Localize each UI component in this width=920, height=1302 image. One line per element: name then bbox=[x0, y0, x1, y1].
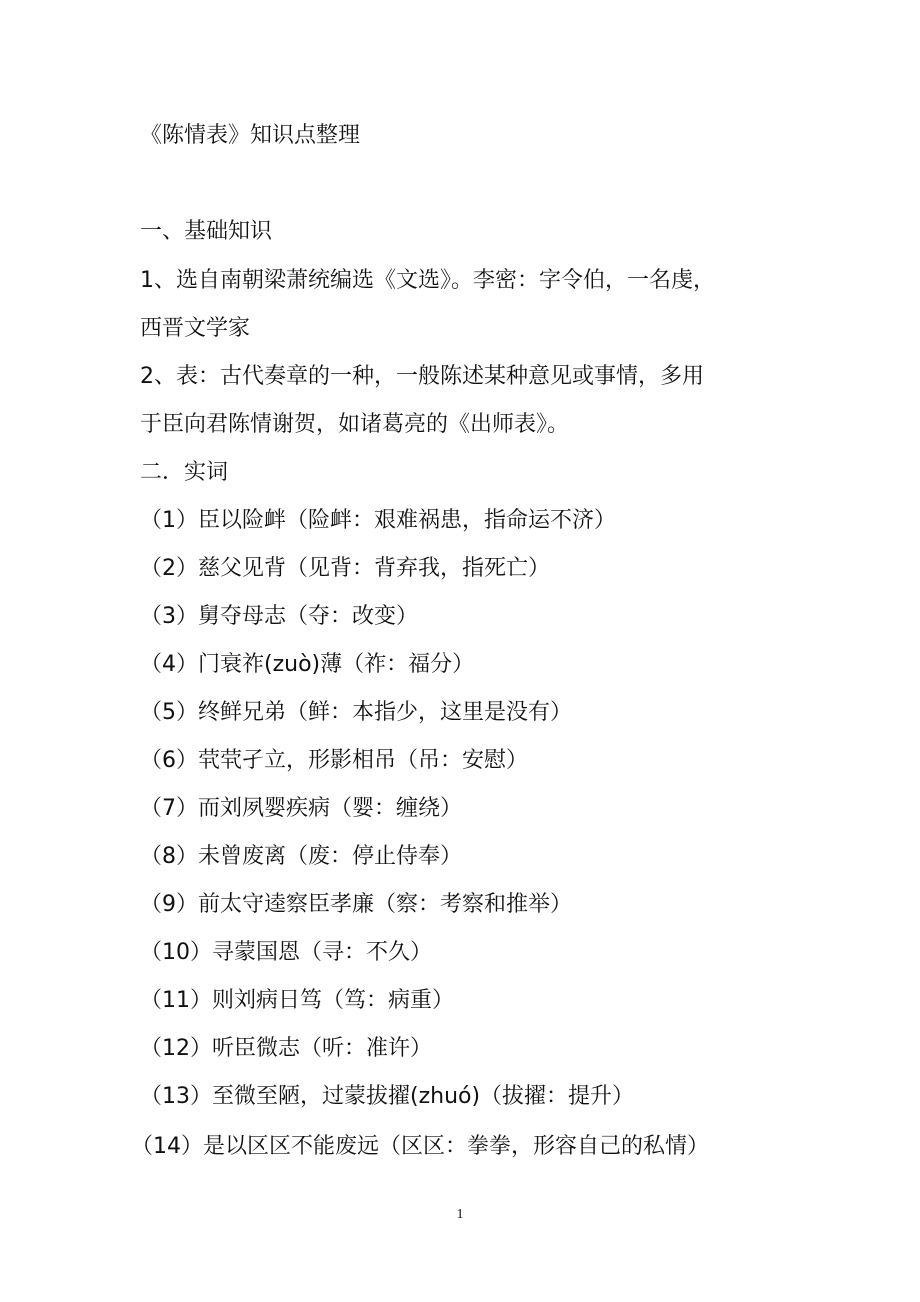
list-item: （9）前太守逵察臣孝廉（察：考察和推举） bbox=[140, 892, 572, 917]
list-item: （3）舅夺母志（夺：改变） bbox=[140, 604, 418, 629]
list-item: （10）寻蒙国恩（寻：不久） bbox=[140, 940, 432, 965]
section-heading-content-words: 二．实词 bbox=[140, 460, 229, 485]
page-number: 1 bbox=[456, 1207, 464, 1222]
section-heading-basics: 一、基础知识 bbox=[140, 219, 273, 244]
list-item: （11）则刘病日笃（笃：病重） bbox=[140, 988, 454, 1013]
document-title: 《陈情表》知识点整理 bbox=[140, 123, 361, 148]
paragraph-1-line-2: 西晋文学家 bbox=[140, 316, 251, 341]
paragraph-2-line-2: 于臣向君陈情谢贺，如诸葛亮的《出师表》。 bbox=[140, 412, 570, 437]
list-item: （7）而刘夙婴疾病（婴：缠绕） bbox=[140, 796, 462, 821]
paragraph-1-line-1: 1、选自南朝梁萧统编选《文选》。李密：字令伯，一名虔， bbox=[140, 268, 715, 293]
list-item: （8）未曾废离（废：停止侍奉） bbox=[140, 844, 462, 869]
paragraph-2-line-1: 2、表：古代奏章的一种，一般陈述某种意见或事情，多用 bbox=[140, 364, 704, 389]
list-item: （1）臣以险衅（险衅：艰难祸患，指命运不济） bbox=[140, 508, 616, 533]
list-item: （12）听臣微志（听：准许） bbox=[140, 1036, 432, 1061]
list-item: （5）终鲜兄弟（鲜：本指少，这里是没有） bbox=[140, 700, 572, 725]
list-item: （4）门衰祚(zuò)薄（祚：福分） bbox=[140, 652, 475, 677]
list-item: （14）是以区区不能废远（区区：拳拳，形容自己的私情） bbox=[131, 1134, 709, 1159]
list-item: （13）至微至陋，过蒙拔擢(zhuó)（拔擢：提升） bbox=[140, 1084, 635, 1109]
list-item: （6）茕茕孑立，形影相吊（吊：安慰） bbox=[140, 748, 528, 773]
list-item: （2）慈父见背（见背：背弃我，指死亡） bbox=[140, 556, 550, 581]
